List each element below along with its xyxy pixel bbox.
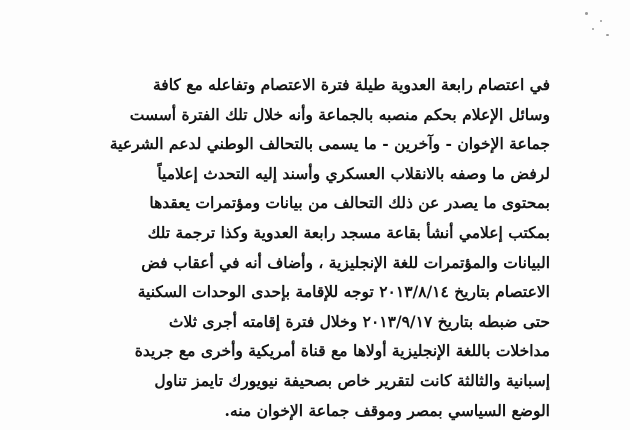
scan-speck xyxy=(592,28,594,30)
text-line: بمكتب إعلامي أنشأ بقاعة مسجد رابعة العدوية وكذا ترجمة تلك xyxy=(147,222,550,242)
text-line: إسبانية والثالثة كانت لتقرير خاص بصحيفة نيويورك تايمز تناول xyxy=(154,370,550,390)
text-line: لرفض ما وصفه بالانقلاب العسكري وأسند إليه التحدث إعلامياً xyxy=(157,163,550,183)
scan-speck xyxy=(606,34,609,36)
text-line: مداخلات باللغة الإنجليزية أولاها مع قناة أمريكية وأخرى مع جريدة xyxy=(134,341,550,361)
text-line: البيانات والمؤتمرات للغة الإنجليزية ، وأضاف أنه في أعقاب فض xyxy=(141,252,550,272)
text-line: الاعتصام بتاريخ ٢٠١٣/٨/١٤ توجه للإقامة بإحدى الوحدات السكنية xyxy=(137,282,550,302)
text-line: حتى ضبطه بتاريخ ٢٠١٣/٩/١٧ وخلال فترة إقامته أجرى ثلاث xyxy=(168,311,550,331)
text-line: في اعتصام رابعة العدوية طيلة فترة الاعتصام وتفاعله مع كافة xyxy=(152,75,550,94)
text-line: بمحتوى ما يصدر عن ذلك التحالف من بيانات ومؤتمرات يعقدها xyxy=(149,193,550,213)
scan-speck xyxy=(600,20,602,22)
text-line: وسائل الإعلام بحكم منصبه بالجماعة وأنه خلال تلك الفترة أسست xyxy=(129,104,550,124)
text-line: الوضع السياسي بمصر وموقف جماعة الإخوان منه. xyxy=(224,400,550,420)
text-line: جماعة الإخوان - وآخرين - ما يسمى بالتحالف الوطني لدعم الشرعية xyxy=(109,134,550,154)
scan-speck xyxy=(585,12,588,15)
document-body xyxy=(70,70,550,425)
